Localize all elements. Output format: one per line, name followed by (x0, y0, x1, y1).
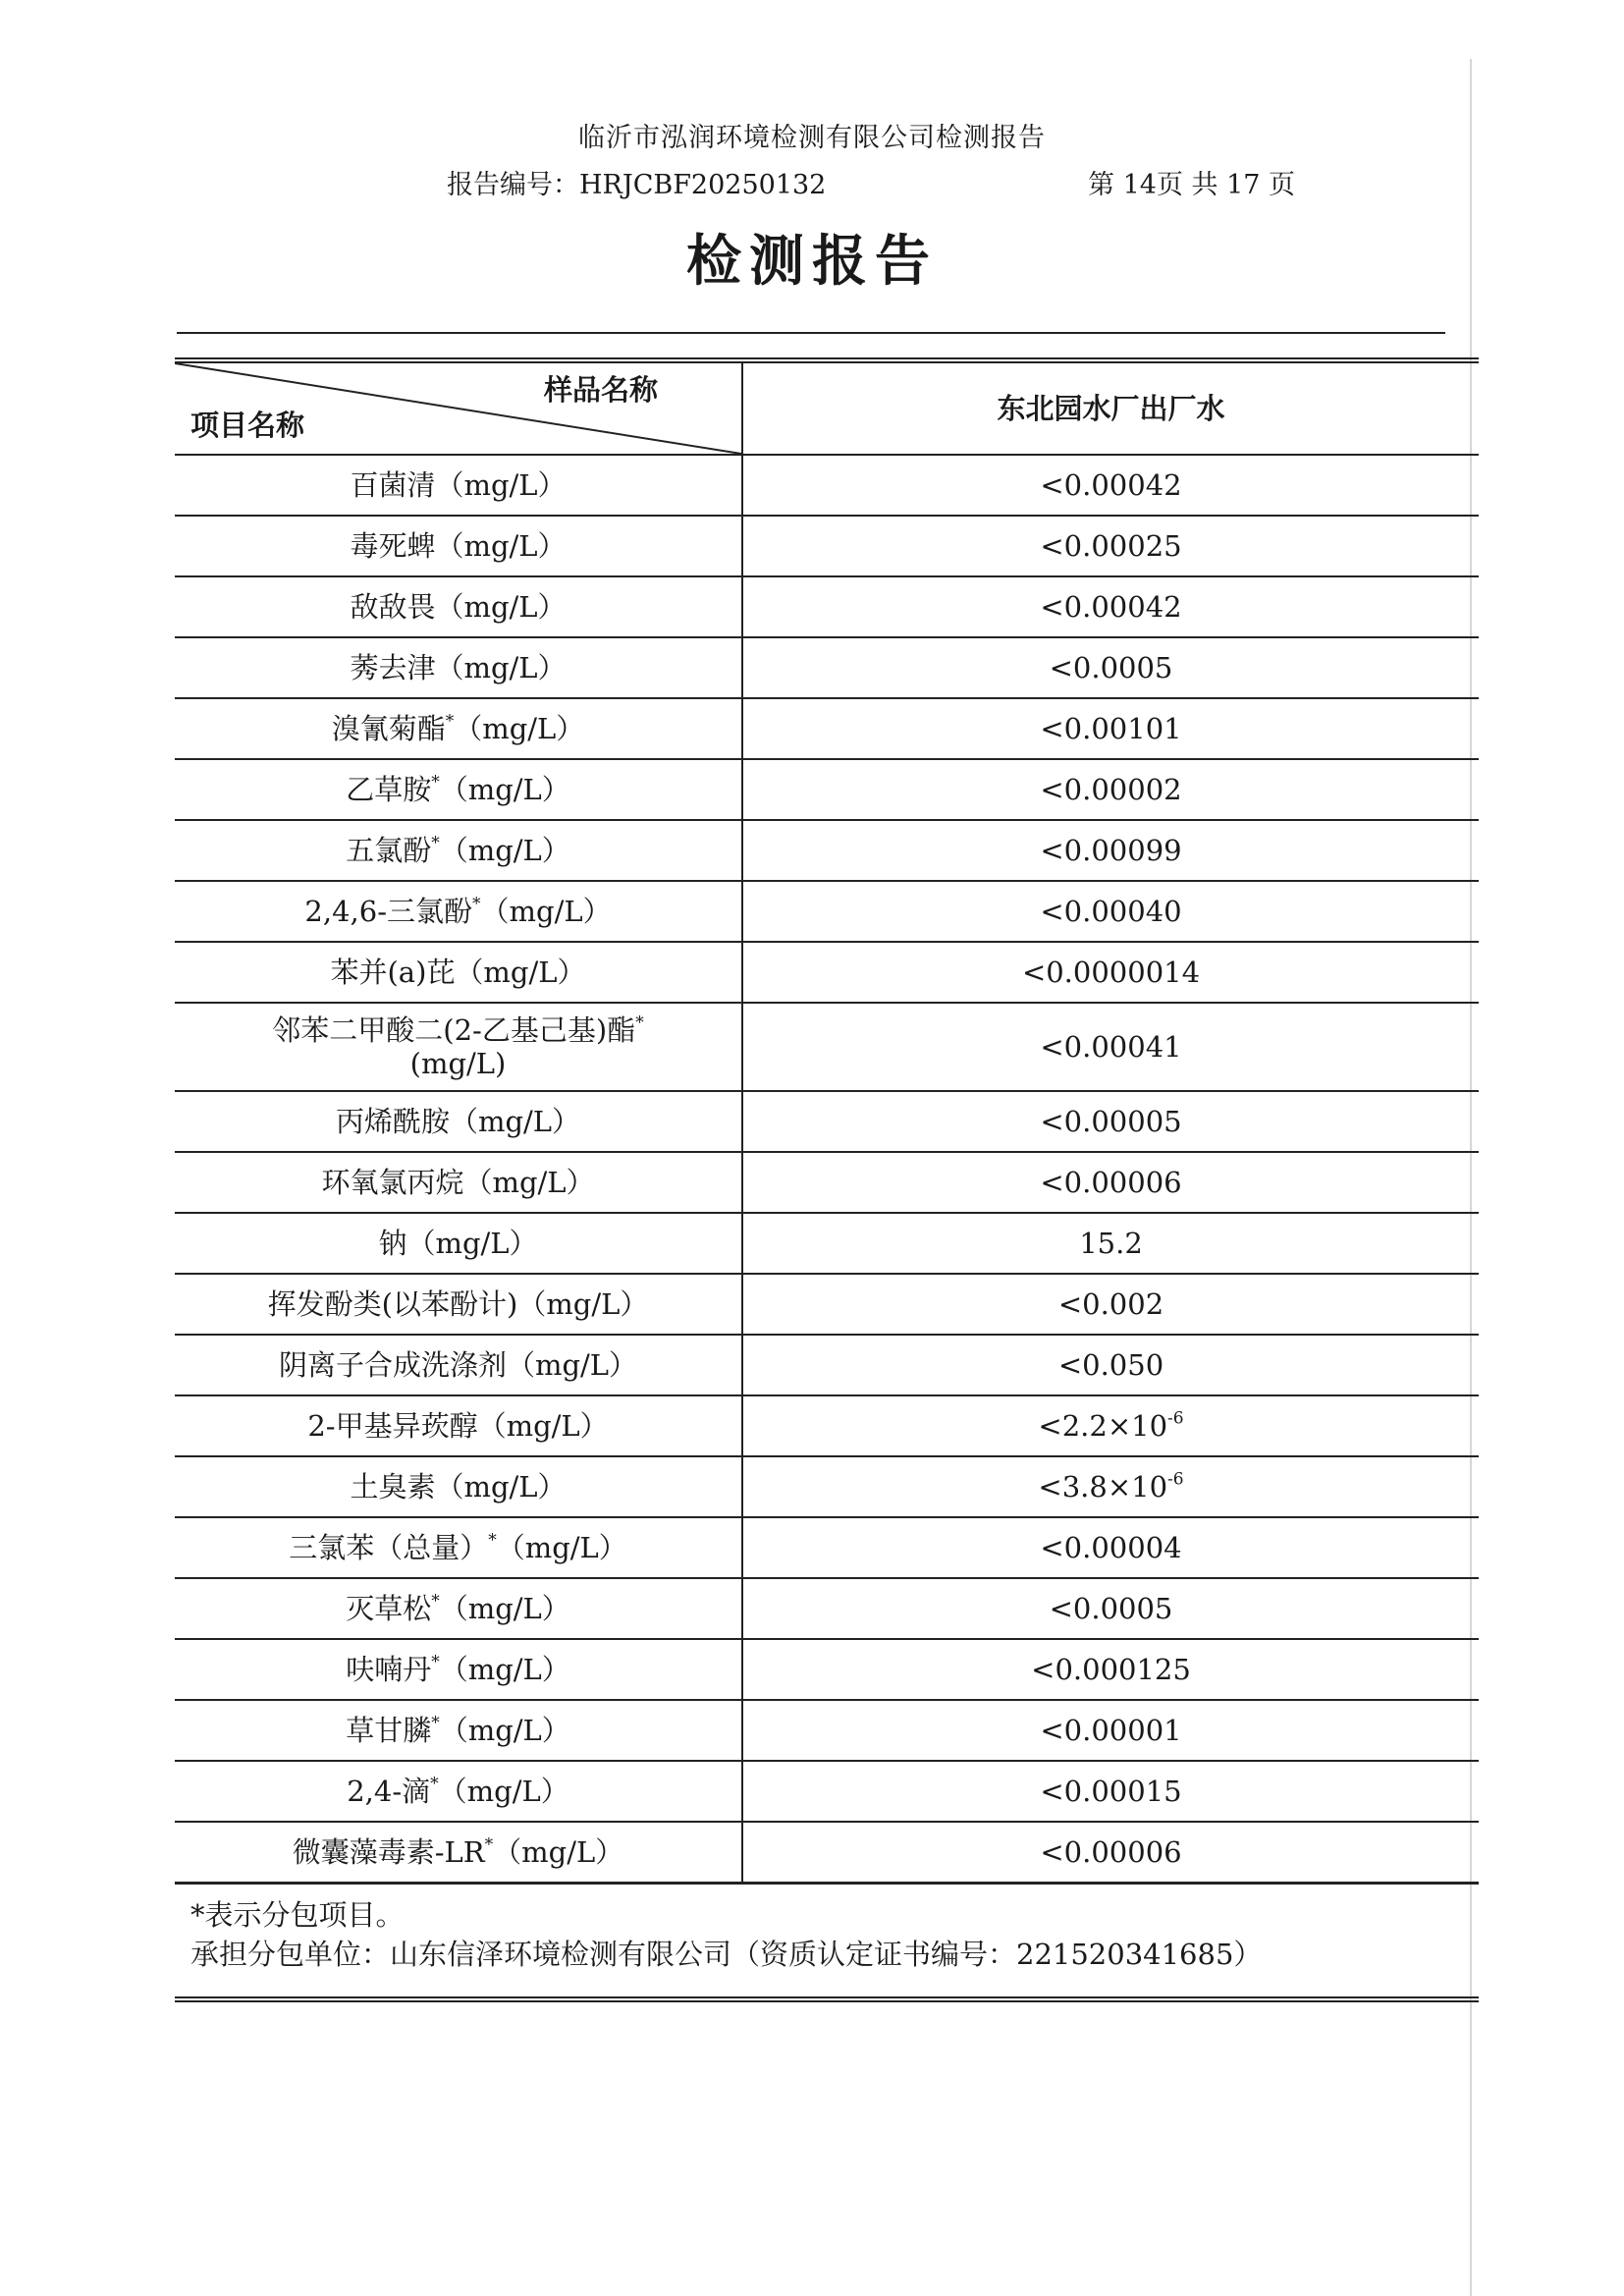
result-value-cell (742, 1274, 1479, 1335)
result-value-cell (742, 881, 1479, 942)
result-value: <0.00040 (1040, 895, 1182, 928)
item-name: 敌敌畏 (350, 590, 436, 624)
footnote-subcontractor: 承担分包单位：山东信泽环境检测有限公司（资质认定证书编号：221520341685） (190, 1938, 1263, 1971)
table-row (175, 576, 1479, 637)
item-name: 微囊藻毒素-LR (292, 1835, 485, 1869)
item-name: 阴离子合成洗涤剂 (278, 1348, 507, 1382)
table-row (175, 1274, 1479, 1335)
result-value: <0.00004 (1040, 1531, 1182, 1564)
item-name: 溴氰菊酯 (331, 712, 446, 745)
item-name-cell (175, 942, 742, 1003)
report-number: 报告编号：HRJCBF20250132 (447, 170, 827, 200)
result-value-cell (742, 698, 1479, 759)
item-name: 五氯酚 (346, 834, 432, 867)
result-value-cell (742, 1152, 1479, 1213)
result-value-cell (742, 576, 1479, 637)
result-value: <0.00041 (1040, 1030, 1182, 1064)
item-name: 呋喃丹 (346, 1653, 432, 1686)
item-name-cell (175, 637, 742, 698)
table-row (175, 1761, 1479, 1822)
item-name: 三氯苯（总量） (289, 1531, 489, 1564)
result-value-cell (742, 455, 1479, 516)
result-value-cell (742, 1091, 1479, 1152)
item-name-cell (175, 1761, 742, 1822)
results-table (175, 357, 1479, 1885)
result-value-cell (742, 759, 1479, 820)
item-name: 2,4-滴 (347, 1775, 431, 1808)
item-unit: （mg/L） (439, 834, 570, 867)
table-row (175, 1517, 1479, 1578)
result-value: <0.00015 (1040, 1775, 1182, 1808)
item-name-cell (175, 698, 742, 759)
table-row (175, 759, 1479, 820)
subcontract-mark: * (472, 894, 481, 914)
table-row (175, 698, 1479, 759)
item-unit: （mg/L） (406, 1227, 538, 1260)
subcontract-mark: * (431, 1591, 440, 1612)
item-name-cell (175, 1335, 742, 1395)
company-report-heading: 临沂市泓润环境检测有限公司检测报告 (578, 123, 1046, 153)
result-value: <0.00006 (1040, 1835, 1182, 1869)
item-unit: （mg/L） (506, 1348, 638, 1382)
item-name: 钠 (378, 1227, 407, 1260)
result-value: 15.2 (1079, 1227, 1143, 1260)
item-name-cell (175, 1578, 742, 1639)
result-value: <0.0005 (1049, 651, 1173, 684)
item-unit: (mg/L) (409, 1047, 507, 1080)
item-unit: （mg/L） (463, 1166, 595, 1199)
column-sample-title: 东北园水厂出厂水 (742, 360, 1479, 455)
result-value-cell (742, 637, 1479, 698)
result-value-cell (742, 1335, 1479, 1395)
item-name-cell (175, 1456, 742, 1517)
result-value-cell (742, 1639, 1479, 1700)
item-name: 丙烯酰胺 (335, 1105, 450, 1138)
subcontract-mark: * (431, 833, 440, 853)
item-unit: （mg/L） (439, 773, 570, 806)
item-name-cell (175, 1213, 742, 1274)
item-name: 莠去津 (350, 651, 436, 684)
item-name: 百菌清 (350, 468, 436, 502)
table-row (175, 455, 1479, 516)
table-row (175, 516, 1479, 576)
item-name: 乙草胺 (346, 773, 432, 806)
item-unit: （mg/L） (435, 468, 567, 502)
result-value: <0.000125 (1031, 1653, 1191, 1686)
item-name: 苯并(a)芘 (330, 956, 456, 989)
subcontract-mark: * (430, 1774, 439, 1794)
item-name-cell (175, 881, 742, 942)
item-name: 草甘膦 (346, 1714, 432, 1747)
title-divider (177, 332, 1445, 334)
table-row (175, 1456, 1479, 1517)
result-value: <0.00101 (1040, 712, 1182, 745)
result-value-cell (742, 1003, 1479, 1091)
result-value: <0.00002 (1040, 773, 1182, 806)
result-value: <0.00005 (1040, 1105, 1182, 1138)
result-value: <0.050 (1057, 1348, 1164, 1382)
result-value: <0.00042 (1040, 590, 1182, 624)
table-row (175, 820, 1479, 881)
result-value: <0.00099 (1040, 834, 1182, 867)
table-row (175, 1213, 1479, 1274)
item-name-cell (175, 576, 742, 637)
item-name-cell (175, 1003, 742, 1091)
table-row (175, 1700, 1479, 1761)
item-name: 环氧氯丙烷 (321, 1166, 464, 1199)
table-row (175, 1578, 1479, 1639)
item-unit: （mg/L） (455, 956, 586, 989)
item-name-cell (175, 1091, 742, 1152)
item-unit: （mg/L） (480, 895, 612, 928)
page-info: 第 14页 共 17 页 (1088, 170, 1296, 200)
result-value: <0.0000014 (1021, 956, 1201, 989)
subcontract-mark: * (431, 1652, 440, 1672)
item-name-cell (175, 455, 742, 516)
result-value-cell (742, 1700, 1479, 1761)
item-name: 邻苯二甲酸二(2-乙基己基)酯 (272, 1013, 636, 1047)
item-name-cell (175, 1639, 742, 1700)
item-unit: （mg/L） (439, 1714, 570, 1747)
table-row (175, 1335, 1479, 1395)
subcontract-mark: * (431, 772, 440, 793)
table-row (175, 1822, 1479, 1884)
bottom-divider (175, 1996, 1479, 2002)
result-value-cell (742, 1456, 1479, 1517)
result-value: <0.0005 (1049, 1592, 1173, 1625)
result-value: <0.00025 (1040, 529, 1182, 563)
result-exponent: -6 (1167, 1469, 1184, 1490)
item-unit: （mg/L） (496, 1531, 627, 1564)
item-name: 毒死蜱 (350, 529, 436, 563)
item-unit: （mg/L） (439, 1653, 570, 1686)
table-row (175, 1639, 1479, 1700)
item-name-cell (175, 759, 742, 820)
item-unit: （mg/L） (435, 590, 567, 624)
result-value: <0.00001 (1040, 1714, 1182, 1747)
header-item-name: 项目名称 (190, 409, 305, 442)
subcontract-mark: * (431, 1713, 440, 1733)
table-row (175, 881, 1479, 942)
result-value-cell (742, 820, 1479, 881)
item-unit: （mg/L） (517, 1287, 649, 1321)
item-name-cell (175, 1517, 742, 1578)
item-name: 2-甲基异莰醇 (307, 1409, 478, 1443)
item-name: 挥发酚类(以苯酚计) (267, 1287, 518, 1321)
result-value-cell (742, 1761, 1479, 1822)
item-name-cell (175, 1822, 742, 1884)
item-unit: （mg/L） (435, 529, 567, 563)
result-value-cell (742, 516, 1479, 576)
result-value: <2.2×10 (1038, 1409, 1168, 1443)
item-unit: （mg/L） (435, 651, 567, 684)
subcontract-mark: * (484, 1834, 494, 1855)
table-row (175, 1152, 1479, 1213)
item-unit: （mg/L） (454, 712, 585, 745)
result-value: <3.8×10 (1038, 1470, 1168, 1503)
header-sample-name: 样品名称 (544, 373, 659, 407)
table-row (175, 637, 1479, 698)
diagonal-header-cell (175, 360, 742, 455)
item-unit: （mg/L） (493, 1835, 624, 1869)
item-unit: （mg/L） (477, 1409, 609, 1443)
item-name-cell (175, 1274, 742, 1335)
result-value-cell (742, 1822, 1479, 1884)
table-row (175, 1395, 1479, 1456)
subcontract-mark: * (488, 1530, 497, 1551)
item-unit: （mg/L） (439, 1592, 570, 1625)
footnote-subcontract-note: *表示分包项目。 (190, 1898, 405, 1932)
item-name: 土臭素 (350, 1470, 436, 1503)
result-value-cell (742, 1213, 1479, 1274)
item-name-cell (175, 820, 742, 881)
item-name: 灭草松 (346, 1592, 432, 1625)
table-header-row (175, 360, 1479, 455)
item-unit: （mg/L） (449, 1105, 581, 1138)
footnote (190, 1895, 1262, 1974)
subcontract-mark: * (445, 711, 455, 732)
result-value: <0.00042 (1040, 468, 1182, 502)
page-title: 检测报告 (686, 230, 938, 294)
result-value-cell (742, 1395, 1479, 1456)
item-unit: （mg/L） (435, 1470, 567, 1503)
subcontract-mark: * (635, 1012, 644, 1033)
table-row (175, 942, 1479, 1003)
table-row (175, 1003, 1479, 1091)
result-value: <0.00006 (1040, 1166, 1182, 1199)
result-value-cell (742, 942, 1479, 1003)
item-name: 2,4,6-三氯酚 (304, 895, 472, 928)
result-exponent: -6 (1167, 1408, 1184, 1429)
item-name-cell (175, 1395, 742, 1456)
item-unit: （mg/L） (438, 1775, 569, 1808)
item-name-cell (175, 1700, 742, 1761)
result-value-cell (742, 1517, 1479, 1578)
result-value: <0.002 (1057, 1287, 1164, 1321)
table-row (175, 1091, 1479, 1152)
item-name-cell (175, 516, 742, 576)
item-name-cell (175, 1152, 742, 1213)
result-value-cell (742, 1578, 1479, 1639)
